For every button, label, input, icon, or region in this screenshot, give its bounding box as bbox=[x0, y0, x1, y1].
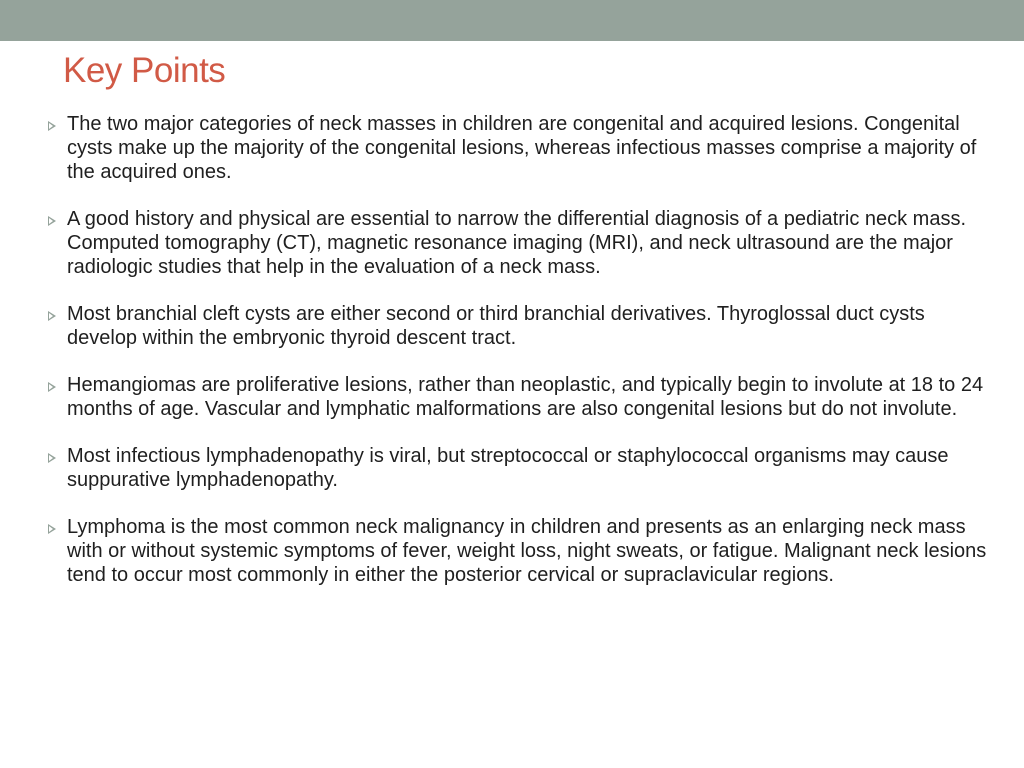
bullet-item bbox=[48, 444, 988, 492]
bullet-text: Most infectious lymphadenopathy is viral, but streptococcal or staphylococcal organisms may cause suppurative lymphadenopathy. bbox=[67, 445, 949, 491]
bullet-item bbox=[48, 207, 988, 279]
bullet-text: The two major categories of neck masses in children are congenital and acquired lesions. Congenital cysts make up the majority of the congenital lesions, whereas infectious masses comprise a majority of the acquired ones. bbox=[67, 113, 977, 183]
bullet-item bbox=[48, 302, 988, 350]
arrow-bullet-icon bbox=[48, 311, 56, 321]
bullet-text: Most branchial cleft cysts are either second or third branchial derivatives. Thyroglossal duct cysts develop within the embryonic thyroid descent tract. bbox=[67, 303, 925, 349]
bullet-text: Lymphoma is the most common neck malignancy in children and presents as an enlarging neck mass with or without systemic symptoms of fever, weight loss, night sweats, or fatigue. Malignant neck lesions tend to occur most commonly in either the posterior cervical or supraclavicular regions. bbox=[67, 516, 987, 586]
bullet-text: A good history and physical are essential to narrow the differential diagnosis of a pediatric neck mass. Computed tomography (CT), magnetic resonance imaging (MRI), and neck ultrasound are the major radiologic studies that help in the evaluation of a neck mass. bbox=[67, 208, 967, 278]
arrow-bullet-icon bbox=[48, 121, 56, 131]
bullet-item bbox=[48, 515, 988, 587]
arrow-bullet-icon bbox=[48, 453, 56, 463]
bullet-item bbox=[48, 373, 988, 421]
top-accent-bar bbox=[0, 0, 1024, 41]
key-points-list bbox=[48, 112, 988, 610]
arrow-bullet-icon bbox=[48, 524, 56, 534]
bullet-text: Hemangiomas are proliferative lesions, rather than neoplastic, and typically begin to involute at 18 to 24 months of age. Vascular and lymphatic malformations are also congenital lesions but do not involute. bbox=[67, 374, 984, 420]
bullet-item bbox=[48, 112, 988, 184]
arrow-bullet-icon bbox=[48, 216, 56, 226]
arrow-bullet-icon bbox=[48, 382, 56, 392]
slide-title: Key Points bbox=[63, 51, 226, 90]
